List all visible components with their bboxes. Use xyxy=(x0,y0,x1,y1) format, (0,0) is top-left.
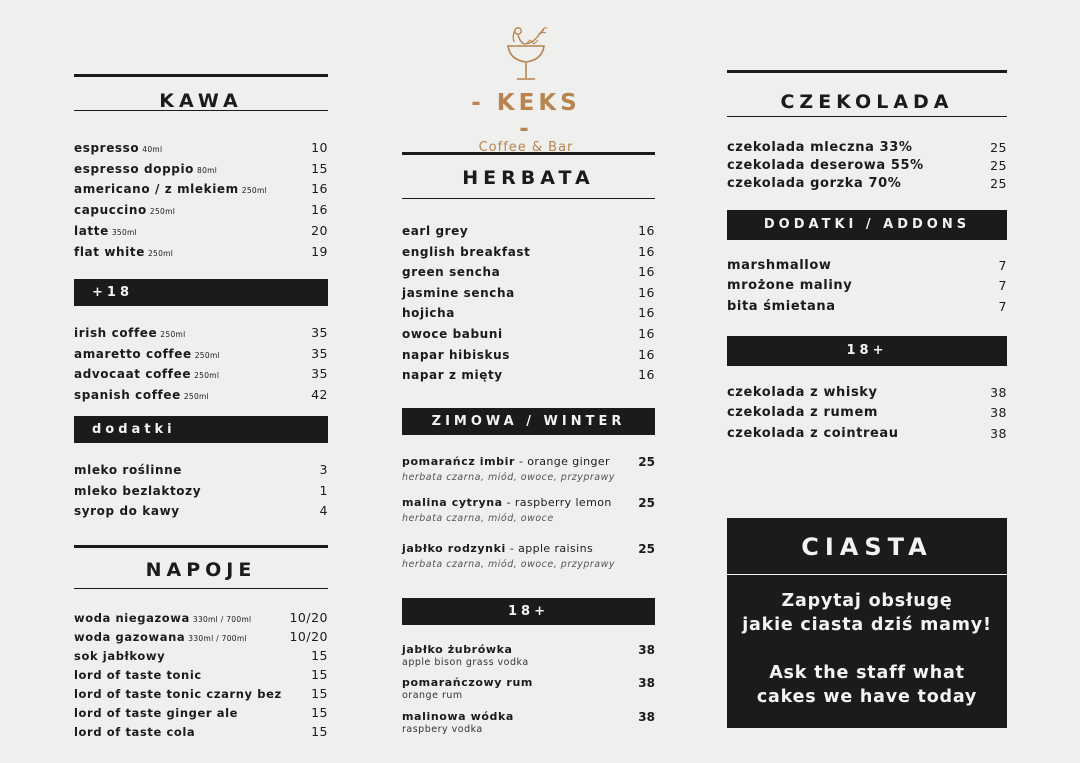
item-price: 35 xyxy=(311,345,328,361)
menu-item xyxy=(74,364,328,384)
czekolada-heading: CZEKOLADA xyxy=(727,70,1007,117)
item-title xyxy=(402,710,655,723)
item-price: 16 xyxy=(638,223,655,238)
menu-item xyxy=(74,646,328,666)
menu-item xyxy=(74,684,328,704)
ciasta-line-2: jakie ciasta dziś mamy! xyxy=(742,615,992,635)
item-name: czekolada z rumem xyxy=(727,405,879,421)
item-name: mleko roślinne xyxy=(74,463,182,477)
menu-item xyxy=(74,385,328,405)
menu-item xyxy=(74,665,328,685)
item-name: capuccino xyxy=(74,203,147,218)
item-name: earl grey xyxy=(402,224,469,238)
item-price: 38 xyxy=(990,425,1007,441)
item-name: napar z mięty xyxy=(402,368,503,383)
item-name: flat white xyxy=(74,244,145,259)
item-price: 35 xyxy=(311,366,328,382)
item-volume: 250ml xyxy=(241,186,267,196)
item-price: 25 xyxy=(638,542,655,556)
menu-item xyxy=(402,643,655,668)
item-price: 25 xyxy=(638,455,655,469)
item-name: irish coffee xyxy=(74,326,158,340)
menu-item xyxy=(74,179,328,199)
cocktail-mermaid-icon xyxy=(504,22,548,84)
item-name: lord of taste tonic xyxy=(74,668,202,682)
menu-item xyxy=(402,710,655,735)
menu-item xyxy=(74,138,328,158)
dodatki-bar: dodatki xyxy=(74,416,328,443)
menu-item xyxy=(402,221,655,241)
addons-bar: DODATKI / ADDONS xyxy=(727,210,1007,240)
item-volume: 330ml / 700ml xyxy=(192,615,252,624)
item-name: czekolada gorzka 70% xyxy=(727,176,902,191)
item-description: raspbery vodka xyxy=(402,724,483,735)
item-english: - apple raisins xyxy=(505,542,594,555)
menu-item xyxy=(402,283,655,303)
ciasta-line-4: cakes we have today xyxy=(756,687,978,707)
item-volume: 250ml xyxy=(160,330,186,339)
item-english: - raspberry lemon xyxy=(502,496,612,509)
item-name: mleko bezlaktozy xyxy=(74,483,202,498)
item-price: 20 xyxy=(311,222,328,238)
item-name: owoce babuni xyxy=(402,327,503,341)
menu-item xyxy=(402,324,655,344)
menu-item xyxy=(74,221,328,241)
item-name: spanish coffee xyxy=(74,388,181,403)
item-name: pomarańczowy rum xyxy=(402,676,533,689)
item-description: apple bison grass vodka xyxy=(402,657,529,668)
item-price: 38 xyxy=(638,643,655,657)
item-price: 7 xyxy=(998,298,1007,314)
item-name: espresso xyxy=(74,141,140,155)
item-volume: 250ml xyxy=(194,350,220,360)
ciasta-heading: CIASTA xyxy=(727,518,1007,575)
menu-item xyxy=(727,383,1007,403)
menu-item xyxy=(402,496,655,524)
item-description: orange rum xyxy=(402,690,463,701)
item-description: herbata czarna, miód, owoce xyxy=(402,513,554,524)
menu-item xyxy=(402,262,655,282)
menu-item xyxy=(727,276,1007,296)
item-price: 25 xyxy=(990,176,1007,191)
item-english: - orange ginger xyxy=(515,455,610,468)
item-price: 10/20 xyxy=(289,629,328,644)
item-name: mrożone maliny xyxy=(727,278,853,294)
item-name: czekolada z whisky xyxy=(727,385,878,400)
item-price: 25 xyxy=(638,496,655,510)
item-title xyxy=(402,676,655,689)
item-price: 19 xyxy=(311,243,328,259)
item-name: napar hibiskus xyxy=(402,347,510,362)
logo xyxy=(470,22,582,155)
menu-item xyxy=(727,256,1007,276)
item-name: jabłko rodzynki xyxy=(402,542,506,555)
item-name: malinowa wódka xyxy=(402,710,514,723)
item-name: americano / z mlekiem xyxy=(74,182,239,197)
menu-item xyxy=(727,297,1007,317)
plus18-bar: +18 xyxy=(74,279,328,306)
item-name: woda niegazowa xyxy=(74,611,190,625)
menu-item xyxy=(74,481,328,501)
item-price: 35 xyxy=(311,325,328,340)
item-name: lord of taste ginger ale xyxy=(74,706,239,720)
item-price: 25 xyxy=(990,158,1007,173)
item-price: 3 xyxy=(319,462,328,477)
zimowa-bar: ZIMOWA / WINTER xyxy=(402,408,655,435)
item-name: syrop do kawy xyxy=(74,504,180,519)
menu-item xyxy=(402,455,655,483)
menu-item xyxy=(402,345,655,365)
menu-item xyxy=(74,627,328,647)
menu-item xyxy=(402,365,655,385)
menu-item xyxy=(727,156,1007,176)
item-price: 16 xyxy=(638,367,655,383)
napoje-heading: NAPOJE xyxy=(74,545,328,589)
item-name: czekolada z cointreau xyxy=(727,425,899,441)
menu-item xyxy=(402,676,655,701)
menu-item xyxy=(727,174,1007,194)
item-price: 42 xyxy=(311,387,328,403)
item-name: czekolada deserowa 55% xyxy=(727,158,924,173)
item-description: herbata czarna, miód, owoce, przyprawy xyxy=(402,559,615,570)
item-name: latte xyxy=(74,223,109,238)
item-price: 10/20 xyxy=(289,610,328,625)
item-price: 16 xyxy=(638,243,655,259)
menu-item xyxy=(74,200,328,220)
item-title xyxy=(402,455,655,468)
menu-item xyxy=(727,403,1007,423)
menu-item xyxy=(74,608,328,628)
item-price: 15 xyxy=(311,667,328,682)
item-price: 38 xyxy=(990,385,1007,400)
menu-item xyxy=(74,460,328,480)
menu-item xyxy=(402,242,655,262)
item-name: bita śmietana xyxy=(727,298,836,314)
item-title xyxy=(402,643,655,656)
item-name: advocaat coffee xyxy=(74,367,192,382)
item-name: pomarańcz imbir xyxy=(402,455,516,468)
menu-item xyxy=(74,242,328,262)
item-price: 15 xyxy=(311,648,328,663)
item-price: 15 xyxy=(311,160,328,176)
item-name: malina cytryna xyxy=(402,496,503,509)
item-name: english breakfast xyxy=(402,244,531,259)
menu-item xyxy=(74,323,328,343)
menu-item xyxy=(74,344,328,364)
item-name: espresso doppio xyxy=(74,161,195,176)
item-price: 38 xyxy=(990,405,1007,421)
mid18-bar: 18+ xyxy=(402,598,655,625)
item-title xyxy=(402,542,655,555)
item-volume: 330ml / 700ml xyxy=(188,634,247,643)
item-price: 38 xyxy=(638,676,655,690)
item-name: lord of taste tonic czarny bez xyxy=(74,687,282,701)
item-price: 1 xyxy=(319,482,328,498)
item-price: 4 xyxy=(319,503,328,519)
herbata-heading: HERBATA xyxy=(402,152,655,199)
item-volume: 350ml xyxy=(111,227,138,237)
item-price: 15 xyxy=(311,724,328,739)
menu-item xyxy=(74,159,328,179)
item-price: 7 xyxy=(998,258,1007,273)
item-name: czekolada mleczna 33% xyxy=(727,140,913,155)
ciasta-box xyxy=(727,518,1007,728)
item-name: jabłko żubrówka xyxy=(402,643,513,656)
item-description: herbata czarna, miód, owoce, przyprawy xyxy=(402,472,615,483)
item-volume: 40ml xyxy=(142,145,163,154)
item-price: 16 xyxy=(638,305,655,321)
item-name: amaretto coffee xyxy=(74,346,192,361)
item-price: 16 xyxy=(638,346,655,362)
menu-item xyxy=(727,138,1007,158)
item-volume: 250ml xyxy=(147,248,174,258)
item-name: green sencha xyxy=(402,265,501,280)
item-price: 16 xyxy=(311,181,328,197)
item-price: 15 xyxy=(311,705,328,720)
item-price: 7 xyxy=(998,278,1007,294)
item-title xyxy=(402,496,655,509)
menu-item xyxy=(402,303,655,323)
item-volume: 250ml xyxy=(183,392,210,402)
item-price: 16 xyxy=(638,264,655,280)
item-name: lord of taste cola xyxy=(74,725,196,739)
item-price: 25 xyxy=(990,140,1007,155)
menu-item xyxy=(402,542,655,570)
kawa-heading: KAWA xyxy=(74,74,328,111)
item-price: 15 xyxy=(311,686,328,701)
ciasta-line-3: Ask the staff what xyxy=(769,663,965,683)
item-volume: 250ml xyxy=(194,371,220,381)
brand-name: - KEKS - xyxy=(471,90,581,142)
item-name: marshmallow xyxy=(727,258,832,273)
menu-item xyxy=(74,501,328,521)
item-volume: 80ml xyxy=(197,165,218,175)
menu-item xyxy=(727,424,1007,444)
item-price: 16 xyxy=(638,284,655,300)
item-name: jasmine sencha xyxy=(402,285,515,300)
item-price: 38 xyxy=(638,710,655,724)
right18-bar: 18+ xyxy=(727,336,1007,366)
item-name: sok jabłkowy xyxy=(74,649,166,663)
ciasta-line-1: Zapytaj obsługę xyxy=(781,591,953,611)
item-name: hojicha xyxy=(402,306,455,321)
item-name: woda gazowana xyxy=(74,630,186,644)
menu-item xyxy=(74,722,328,742)
brand-subtitle: Coffee & Bar xyxy=(478,140,574,155)
menu-item xyxy=(74,703,328,723)
item-volume: 250ml xyxy=(149,207,176,217)
item-price: 16 xyxy=(638,326,655,341)
item-price: 16 xyxy=(311,202,328,218)
item-price: 10 xyxy=(311,140,328,155)
